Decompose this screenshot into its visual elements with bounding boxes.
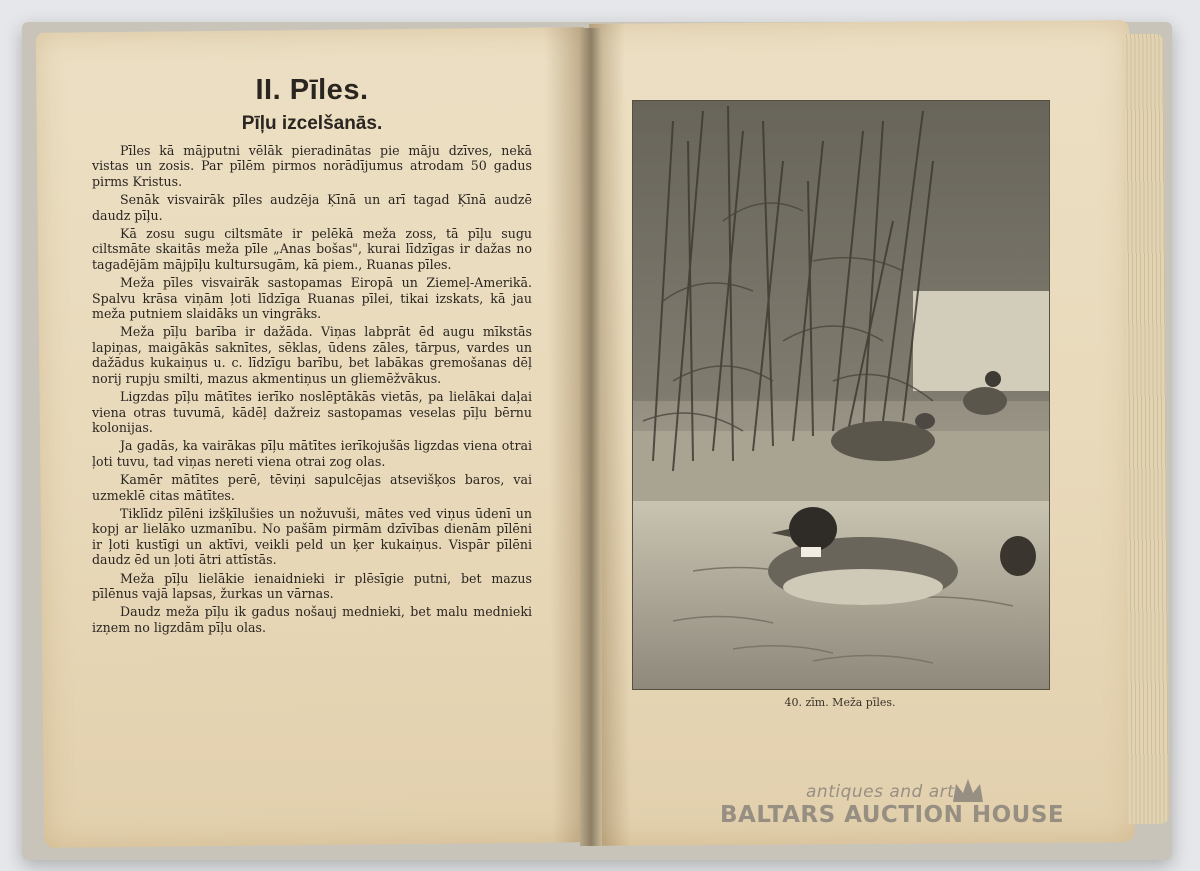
page-edge-stack xyxy=(1123,34,1169,824)
paragraph: Daudz meža pīļu ik gadus nošauj mednieki, bet malu mednieki izņem no ligzdām pīļu olas. xyxy=(92,604,532,635)
section-title: Pīļu izcelšanās. xyxy=(241,113,383,134)
crown-icon xyxy=(950,776,986,806)
paragraph: Meža pīles visvairāk sastopamas Eiropā un Ziemeļ-Amerikā. Spalvu krāsa viņām ļoti līdzīga Ruanas pīlei, tikai izskats, kā jau meža putniem slaidāks un vingrāks. xyxy=(92,275,532,322)
duck-illustration xyxy=(632,100,1050,690)
mallard-ducks-icon xyxy=(633,101,1049,689)
paragraph: Meža pīļu barība ir dažāda. Viņas labprāt ēd augu mīkstās lapiņas, maigākās saknītes, sēklas, ūdens zāles, tārpus, vardes un dažādus kukaiņus u. c. līdzīgu barību, bet labākas gremošanas dēļ norij rupju smilti, mazus akmentiņus un gliemēžvākus. xyxy=(92,324,532,386)
paragraph: Kamēr mātītes perē, tēviņi sapulcējas atsevišķos baros, vai uzmeklē citas mātītes. xyxy=(92,472,532,503)
paragraph: Pīles kā mājputni vēlāk pieradinātas pie māju dzīves, nekā vistas un zosis. Par pīlēm pirmos norādījumus atrodam 50 gadus pirms Kristus. xyxy=(92,143,532,189)
paragraph: Ja gadās, ka vairākas pīļu mātītes ierīkojušās ligzdas viena otrai ļoti tuvu, tad viņas nereti viena otrai zog olas. xyxy=(92,438,532,469)
book-spine xyxy=(580,28,602,846)
paragraph: Meža pīļu lielākie ienaidnieki ir plēsīgie putni, bet mazus pīlēnus vajā lapsas, žurkas un vārnas. xyxy=(92,570,532,601)
paragraph: Kā zosu sugu ciltsmāte ir pelēkā meža zoss, tā pīļu sugu ciltsmāte skaitās meža pīle „Anas bošas", kurai līdzīgas ir dažas no tagadējām mājpīļu kultursugām, kā piem., Ruanas pīles. xyxy=(92,226,532,272)
watermark-tagline: antiques and art xyxy=(806,782,955,802)
paragraph: Ligzdas pīļu mātītes ierīko noslēptākās vietās, pa lielākai daļai viena otras tuvumā, kādēļ dažreiz sastopamas veselas pīļu bērnu kolonijas. xyxy=(92,389,532,435)
chapter-title: II. Pīles. xyxy=(255,74,369,106)
auction-watermark xyxy=(720,782,1120,842)
watermark-name: BALTARS AUCTION HOUSE xyxy=(720,802,1065,828)
paragraph: Tiklīdz pīlēni izšķīlušies un nožuvuši, mātes ved viņus ūdenī un kopj ar lielāko uzmanību. No pašām pirmām dzīvības dienām pīlēni ir ļoti kustīgi un aktīvi, veikli peld un ķer kukaiņus. Vispār pīlēni daudz ēd un ļoti ātri attīstās. xyxy=(92,505,532,568)
left-page-text xyxy=(92,74,532,638)
paragraph: Senāk visvairāk pīles audzēja Ķīnā un arī tagad Ķīnā audzē daudz pīļu. xyxy=(92,192,532,223)
figure-caption: 40. zīm. Meža pīles. xyxy=(784,696,896,709)
